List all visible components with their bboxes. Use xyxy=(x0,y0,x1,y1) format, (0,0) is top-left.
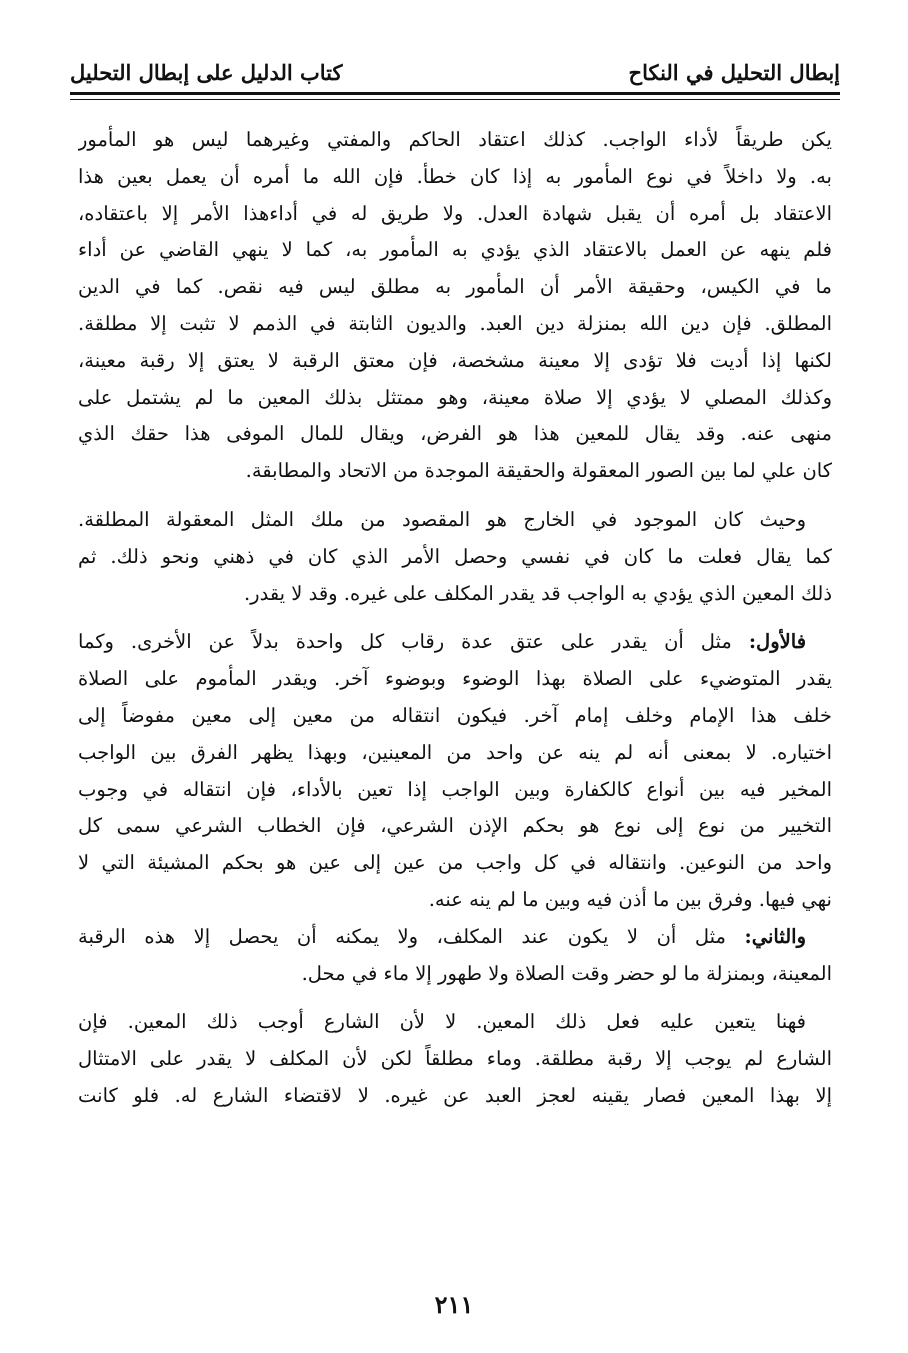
text-line: نهي فيها. وفرق بين ما أذن فيه وبين ما لم ينه عنه. xyxy=(428,887,832,911)
text-line: واحد من النوعين. وانتقاله في كل واجب من عين إلى عين هو بحكم المشيئة التي لا xyxy=(78,851,832,875)
first-case-heading: فالأول: xyxy=(748,630,807,654)
text-line: المعينة، وبمنزلة ما لو حضر وقت الصلاة ولا طهور إلا ماء في محل. xyxy=(301,961,832,985)
text-line: ذلك المعين الذي يؤدي به الواجب قد يقدر المكلف على غيره. وقد لا يقدر. xyxy=(243,581,832,605)
paragraph-1 xyxy=(78,122,832,490)
header-chapter-title: إبطال التحليل في النكاح xyxy=(628,60,840,85)
text-line xyxy=(78,919,832,956)
text-line: وكذلك المصلي لا يؤدي إلا صلاة معينة، وهو ممتثل بذلك المعين ما لم يشتمل على xyxy=(78,385,832,409)
text-line xyxy=(78,624,832,661)
paragraph-3 xyxy=(78,624,832,918)
text-line: ما في الكيس، وحقيقة الأمر أن المأمور به مطلق ليس فيه نقص. كما في الدين xyxy=(78,275,832,299)
text-line: منهى عنه. وقد يقال للمعين هذا هو الفرض، ويقال للمال الموفى هذا حقك الذي xyxy=(78,422,832,446)
text-line: فهنا يتعين عليه فعل ذلك المعين. لا لأن الشارع أوجب ذلك المعين. فإن xyxy=(78,1010,806,1034)
header-rule-thin xyxy=(70,99,840,100)
text-line: المخير فيه بين أنواع كالكفارة وبين الواجب إذا تعين بالأداء، فإن انتقاله في وجوب xyxy=(78,777,832,801)
text-line: المطلق. فإن دين الله بمنزلة دين العبد. والديون الثابتة في الذمم لا تثبت إلا مطلقة. xyxy=(78,311,832,335)
text-line: الاعتقاد بل أمره أن يقبل شهادة العدل. ولا طريق له في أداءهذا الأمر إلا باعتقاده، xyxy=(78,201,832,225)
text-line: خلف هذا الإمام وخلف إمام آخر. فيكون انتقاله من معين إلى معين مفوضاً إلى xyxy=(78,703,832,727)
text-line: كما يقال فعلت ما كان في نفسي وحصل الأمر الذي كان في ذهني ونحو ذلك. ثم xyxy=(78,544,832,568)
text-line: اختياره. لا بمعنى أنه لم ينه عن واحد من المعينين، وبهذا يظهر الفرق بين الواجب xyxy=(78,740,832,764)
text-line: يكن طريقاً لأداء الواجب. كذلك اعتقاد الحاكم والمفتي وغيرهما ليس هو المأمور xyxy=(78,128,832,151)
text-line-content: مثل أن لا يكون عند المكلف، ولا يمكنه أن يحصل إلا هذه الرقبة xyxy=(78,924,726,948)
running-header xyxy=(70,58,840,92)
paragraph-4 xyxy=(78,919,832,993)
header-rule-thick xyxy=(70,92,840,95)
text-line: يقدر المتوضيء على الصلاة بهذا الوضوء وبوضوء آخر. ويقدر المأموم على الصلاة xyxy=(78,667,832,691)
paragraph-5 xyxy=(78,1004,832,1114)
text-line-content: مثل أن يقدر على عتق عدة رقاب كل واحدة بدلاً عن الأخرى. وكما xyxy=(78,630,732,654)
paragraph-2 xyxy=(78,502,832,612)
text-line: وحيث كان الموجود في الخارج هو المقصود من ملك المثل المعقولة المطلقة. xyxy=(78,507,806,531)
text-line: التخيير من نوع إلى نوع هو بحكم الإذن الشرعي، فإن الخطاب الشرعي سمى كل xyxy=(78,814,832,838)
text-line: إلا بهذا المعين فصار يقينه لعجز العبد عن غيره. لا لاقتضاء الشارع له. فلو كانت xyxy=(78,1083,832,1107)
page-body xyxy=(78,122,832,1115)
text-line: به. ولا داخلاً في نوع المأمور به إذا كان خطأ. فإن الله ما أمره أن يعمل بعين هذا xyxy=(78,164,832,188)
text-line: لكنها إذا أديت فلا تؤدى إلا معينة مشخصة، فإن معتق الرقبة لا يعتق إلا رقبة معينة، xyxy=(78,348,832,372)
second-case-heading: والثاني: xyxy=(744,924,806,948)
page-number: ٢١١ xyxy=(434,1290,474,1319)
text-line: كان علي لما بين الصور المعقولة والحقيقة الموجدة من الاتحاد والمطابقة. xyxy=(245,459,832,483)
header-book-title: كتاب الدليل على إبطال التحليل xyxy=(70,60,343,85)
text-line: فلم ينهه عن العمل بالاعتقاد الذي يؤدي به المأمور به، كما لا ينهي القاضي عن أداء xyxy=(78,238,832,262)
text-line: الشارع لم يوجب إلا رقبة مطلقة. وماء مطلقاً لكن لأن المكلف لا يقدر على الامتثال xyxy=(78,1047,832,1071)
